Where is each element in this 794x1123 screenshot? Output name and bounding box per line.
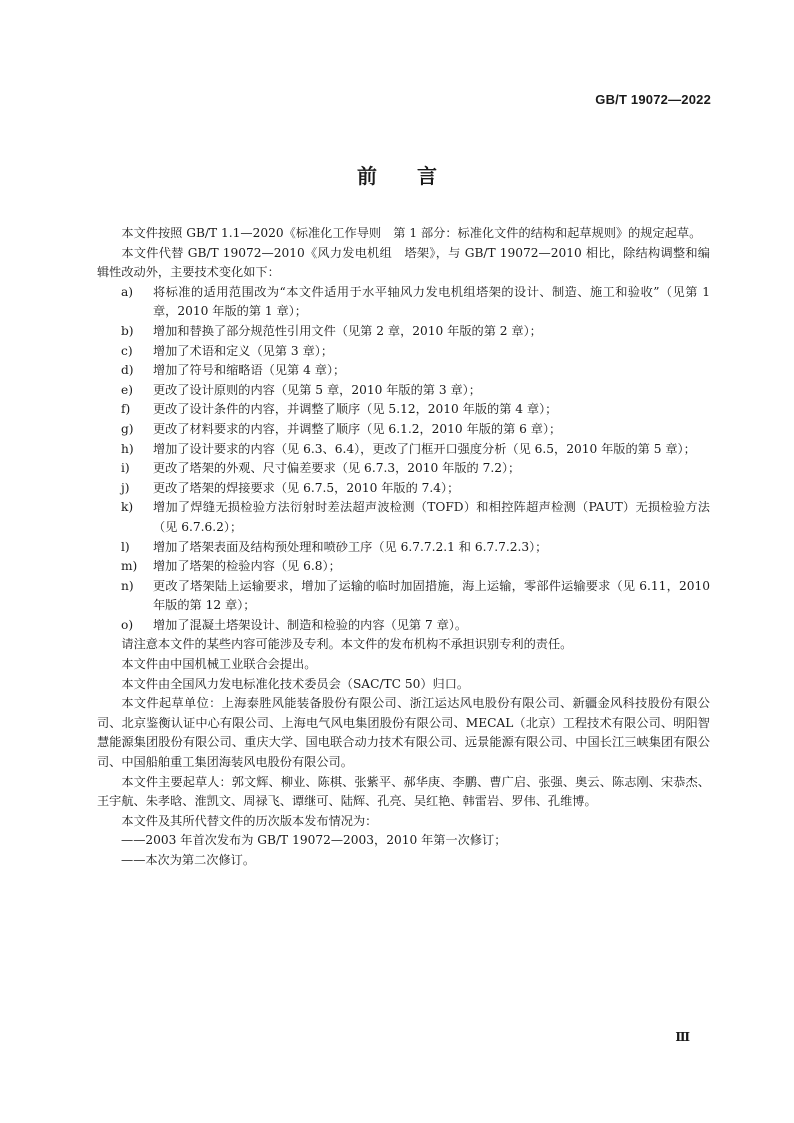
list-item-label: j) — [121, 480, 130, 495]
history-item: ——2003 年首次发布为 GB/T 19072—2003，2010 年第一次修订； — [121, 833, 507, 848]
drafting-organizations: 本文件起草单位：上海泰胜风能装备股份有限公司、浙江运达风电股份有限公司、新疆金风科技股份有限公司、北京鉴衡认证中心有限公司、上海电气风电集团股份有限公司、MECAL（北京）工程技术有限公司、明阳智慧能源集团股份有限公司、重庆大学、国电联合动力技术有限公司、远景能源有限公司、中国长江三峡集团有限公司、中国船舶重工集团海装风电股份有限公司。 — [97, 696, 710, 770]
list-item-text: 更改了塔架陆上运输要求，增加了运输的临时加固措施，海上运输，零部件运输要求（见 6.11，2010 年版的第 12 章）； — [153, 578, 710, 613]
standard-number: GB/T 19072—2022 — [595, 92, 711, 107]
list-item — [97, 361, 710, 381]
intro-paragraph-1: 本文件按照 GB/T 1.1—2020《标准化工作导则 第 1 部分：标准化文件的结构和起草规则》的规定起草。 — [121, 226, 702, 240]
list-item-label: n) — [121, 578, 134, 593]
list-item-text: 更改了设计原则的内容（见第 5 章，2010 年版的第 3 章）； — [153, 382, 481, 397]
list-item-label: c) — [121, 343, 133, 358]
list-item-label: e) — [121, 382, 133, 397]
intro-paragraph-2: 本文件代替 GB/T 19072—2010《风力发电机组 塔架》，与 GB/T 19072—2010 相比，除结构调整和编辑性改动外，主要技术变化如下： — [97, 245, 710, 280]
list-item — [97, 322, 710, 342]
list-item-label: h) — [121, 441, 134, 456]
list-item-label: b) — [121, 323, 134, 338]
committee-statement: 本文件由全国风力发电标准化技术委员会（SAC/TC 50）归口。 — [121, 676, 470, 691]
list-item-label: m) — [121, 559, 138, 574]
list-item-text: 增加了符号和缩略语（见第 4 章）； — [153, 363, 346, 378]
history-intro: 本文件及其所代替文件的历次版本发布情况为： — [121, 813, 378, 828]
list-item — [97, 538, 710, 558]
list-item-text: 更改了设计条件的内容，并调整了顺序（见 5.12，2010 年版的第 4 章）； — [153, 402, 558, 417]
list-item — [97, 577, 710, 616]
page-title — [0, 160, 794, 189]
list-item — [97, 616, 710, 636]
list-item — [97, 498, 710, 537]
list-item-label: f) — [121, 402, 131, 417]
list-item-label: a) — [121, 284, 134, 299]
changes-list — [97, 283, 710, 636]
proposer-statement: 本文件由中国机械工业联合会提出。 — [121, 657, 317, 672]
page-number: Ⅲ — [675, 1030, 690, 1044]
list-item-label: o) — [121, 617, 134, 632]
list-item — [97, 381, 710, 401]
list-item-text: 增加了塔架的检验内容（见 6.8）； — [153, 559, 341, 574]
list-item-text: 更改了材料要求的内容，并调整了顺序（见 6.1.2，2010 年版的第 6 章）； — [153, 421, 562, 436]
list-item-text: 增加了焊缝无损检验方法衍射时差法超声波检测（TOFD）和相控阵超声检测（PAUT）无损检验方法（见 6.7.6.2）； — [153, 500, 710, 534]
list-item-label: g) — [121, 421, 134, 436]
list-item-text: 增加和替换了部分规范性引用文件（见第 2 章，2010 年版的第 2 章）； — [153, 323, 542, 338]
list-item-label: k) — [121, 500, 134, 515]
list-item — [97, 557, 710, 577]
patent-notice: 请注意本文件的某些内容可能涉及专利。本文件的发布机构不承担识别专利的责任。 — [121, 637, 573, 652]
list-item-text: 增加了设计要求的内容（见 6.3、6.4），更改了门框开口强度分析（见 6.5，2010 年版的第 5 章）； — [153, 441, 696, 456]
list-item — [97, 400, 710, 420]
list-item-label: d) — [121, 363, 134, 378]
history-item: ——本次为第二次修订。 — [121, 853, 256, 867]
title-char-1: 前 — [357, 164, 377, 188]
list-item-text: 将标准的适用范围改为“本文件适用于水平轴风力发电机组塔架的设计、制造、施工和验收”（见第 1 章，2010 年版的第 1 章）； — [153, 284, 710, 319]
list-item-text: 增加了术语和定义（见第 3 章）； — [153, 343, 334, 358]
list-item-label: i) — [121, 461, 130, 476]
list-item — [97, 479, 710, 499]
list-item-label: l) — [121, 539, 130, 554]
drafters: 本文件主要起草人：郭文辉、柳业、陈棋、张紫平、郝华庚、李鹏、曹广启、张强、奥云、陈志刚、宋恭杰、王宇航、朱孝晗、淮凯文、周禄飞、谭继可、陆辉、孔亮、吴红艳、韩雷岩、罗伟、孔维博。 — [97, 774, 710, 809]
list-item — [97, 342, 710, 362]
foreword-body — [97, 224, 710, 871]
list-item-text: 增加了混凝土塔架设计、制造和检验的内容（见第 7 章）。 — [153, 617, 468, 632]
list-item-text: 增加了塔架表面及结构预处理和喷砂工序（见 6.7.7.2.1 和 6.7.7.2.3）； — [153, 539, 548, 554]
list-item-text: 更改了塔架的焊接要求（见 6.7.5，2010 年版的 7.4）； — [153, 480, 460, 495]
list-item — [97, 459, 710, 479]
list-item — [97, 440, 710, 460]
title-char-2: 言 — [417, 164, 437, 188]
list-item — [97, 420, 710, 440]
list-item — [97, 283, 710, 322]
list-item-text: 更改了塔架的外观、尺寸偏差要求（见 6.7.3，2010 年版的 7.2）； — [153, 461, 521, 476]
